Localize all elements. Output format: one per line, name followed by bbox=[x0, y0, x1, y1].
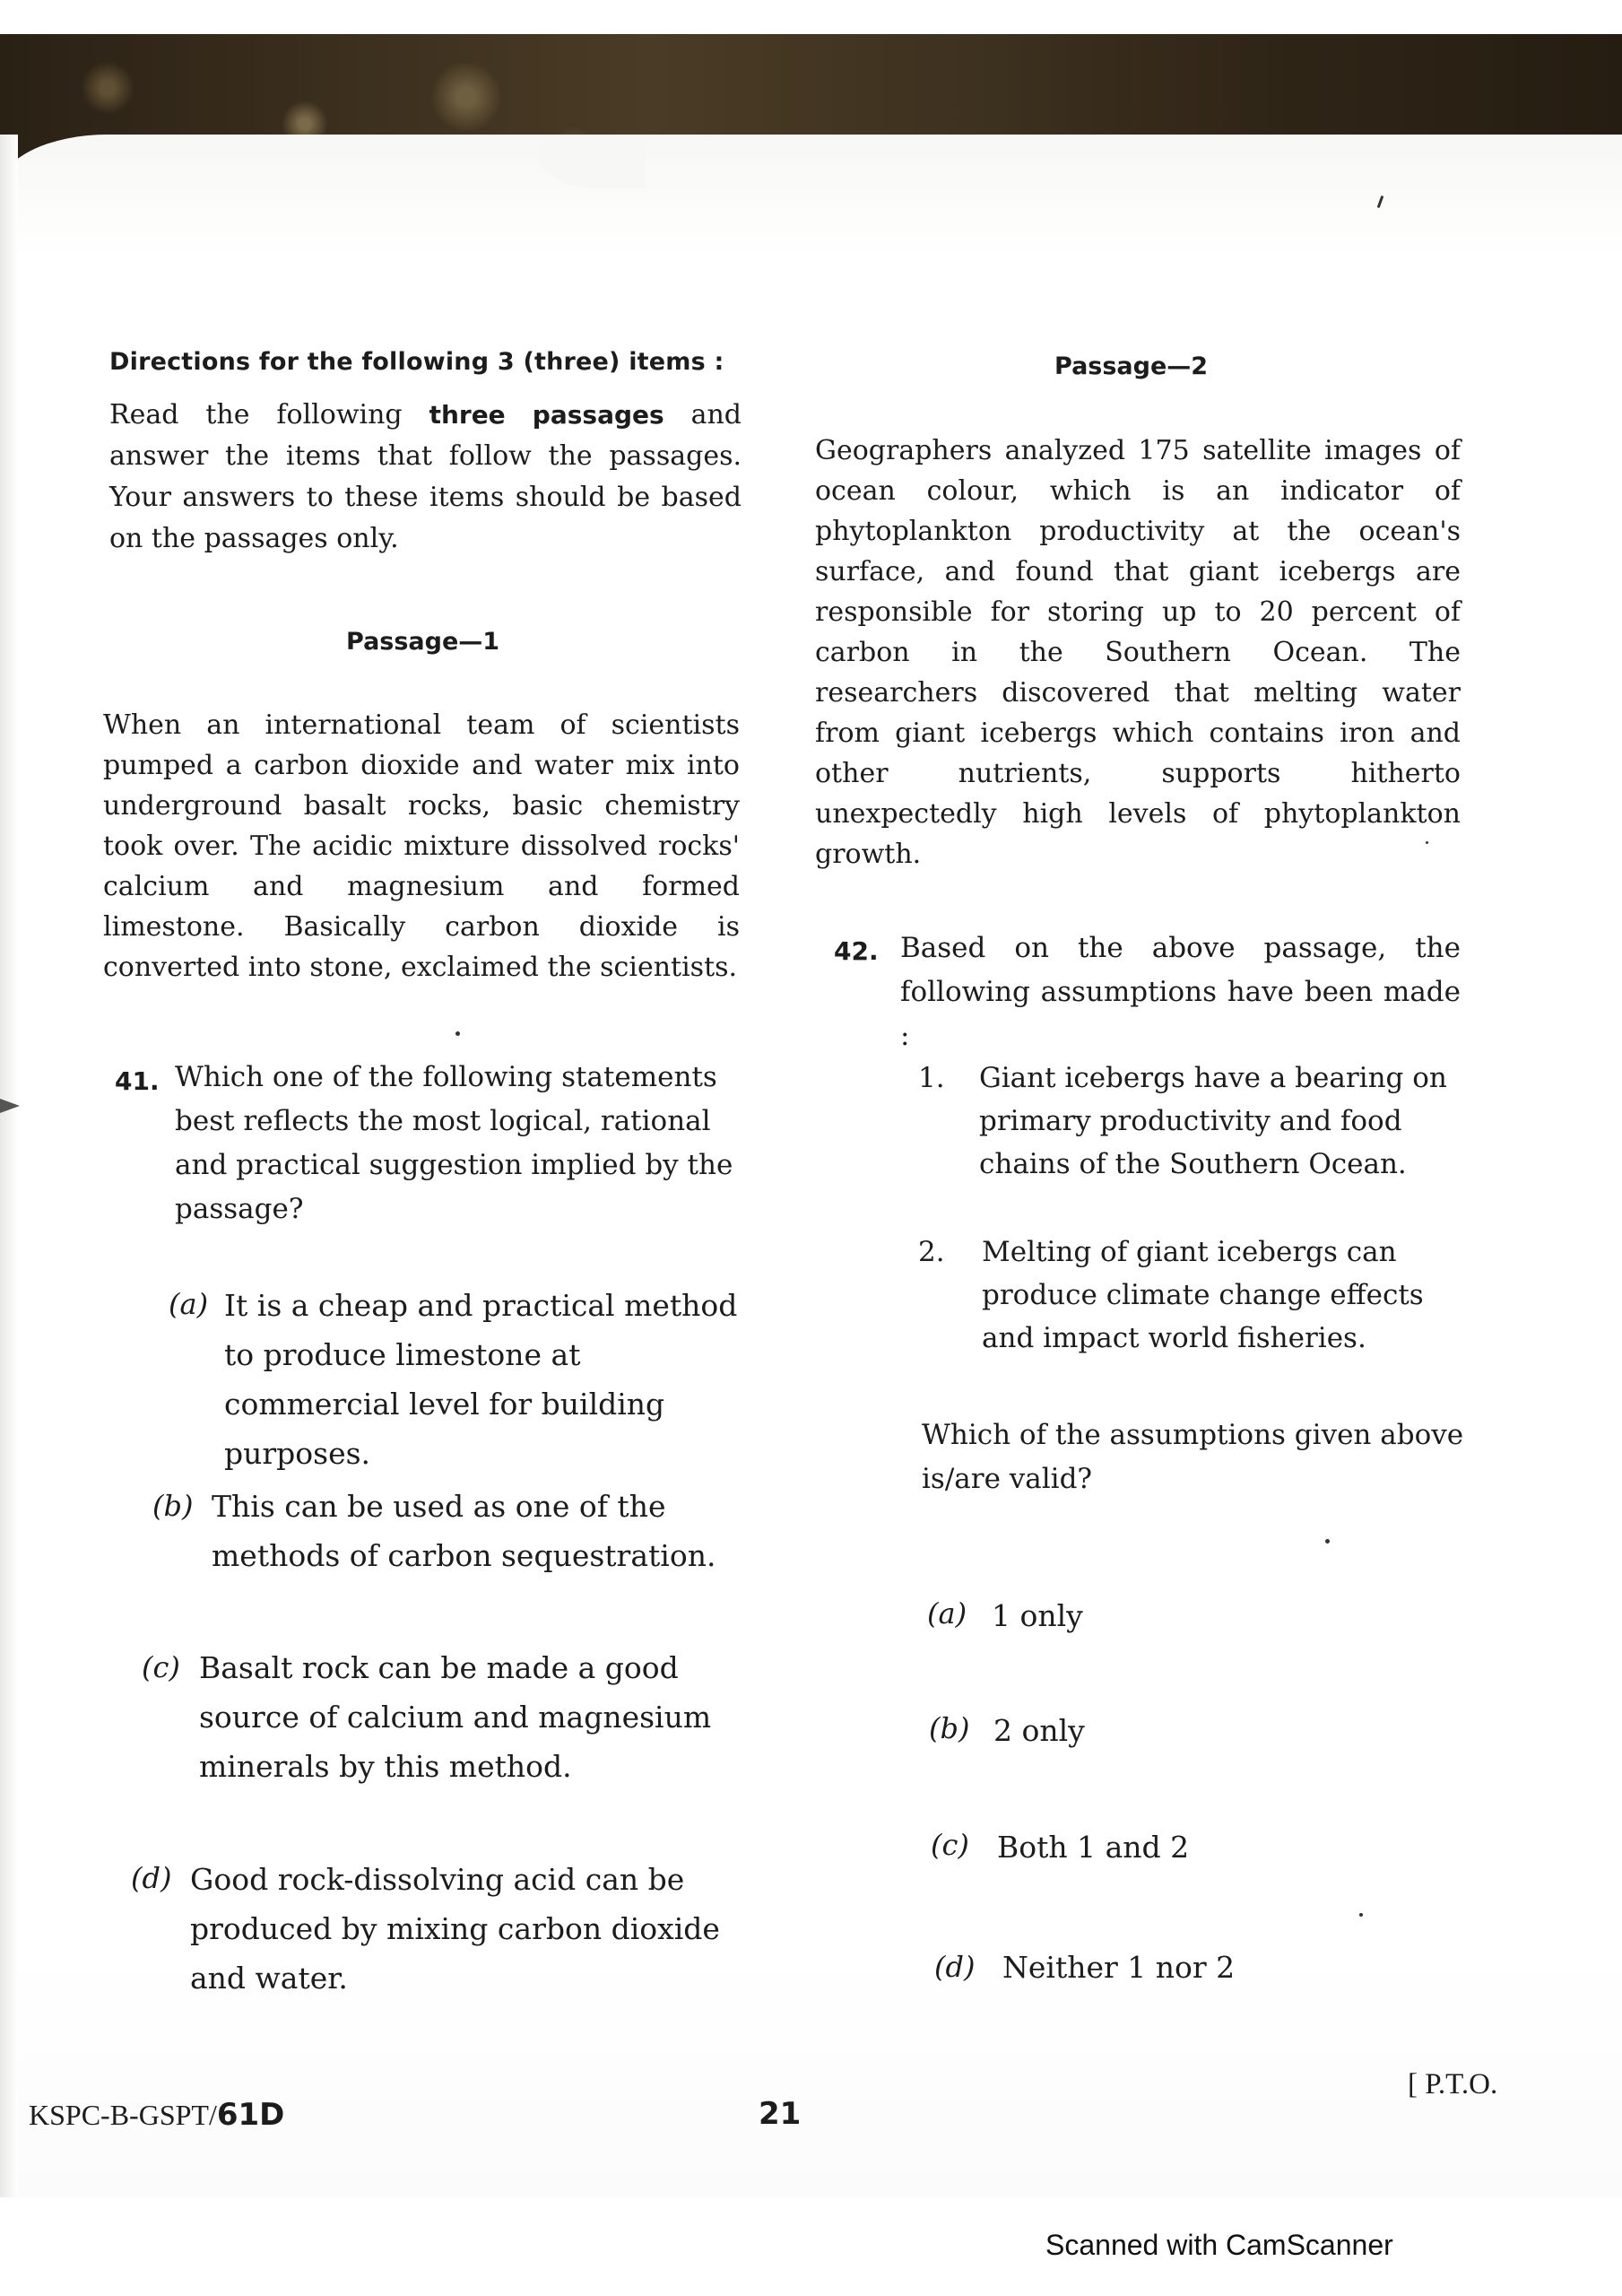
assumption-2-text: Melting of giant icebergs can produce climate change effects and impact world fisheries. bbox=[982, 1236, 1424, 1354]
page-edge-mark bbox=[0, 1099, 20, 1113]
paper-left-fold bbox=[0, 135, 18, 2197]
page-number: 21 bbox=[759, 2096, 802, 2132]
question-42-stem: Based on the above passage, the following assumptions have been made : bbox=[900, 932, 1461, 1052]
scan-top-margin bbox=[0, 0, 1622, 34]
question-42-option-b-text: 2 only bbox=[993, 1713, 1085, 1748]
question-42-option-a-text: 1 only bbox=[992, 1598, 1083, 1633]
stray-dot bbox=[1426, 841, 1428, 844]
question-42-option-b-label: (b) bbox=[929, 1711, 970, 1745]
question-42-number: 42. bbox=[834, 936, 879, 966]
question-41-option-b-label: (b) bbox=[152, 1489, 194, 1523]
stray-dot bbox=[1359, 1913, 1363, 1917]
question-41-option-d-label: (d) bbox=[131, 1861, 172, 1895]
scanner-watermark: Scanned with CamScanner bbox=[1045, 2229, 1393, 2261]
question-42-prompt: Which of the assumptions given above is/are valid? bbox=[922, 1419, 1464, 1495]
passage-1-title: Passage—1 bbox=[346, 628, 500, 656]
question-41-stem: Which one of the following statements best reflects the most logical, rational and practical suggestion implied by the passage? bbox=[175, 1061, 733, 1225]
stray-dot bbox=[455, 1031, 460, 1036]
question-41-option-c-text: Basalt rock can be made a good source of calcium and magnesium minerals by this method. bbox=[199, 1650, 712, 1784]
please-turn-over: [ P.T.O. bbox=[1408, 2068, 1498, 2100]
question-41-option-c-label: (c) bbox=[142, 1650, 180, 1684]
question-42-option-c-text: Both 1 and 2 bbox=[997, 1830, 1190, 1865]
directions-heading: Directions for the following 3 (three) items : bbox=[109, 348, 724, 376]
question-41-option-b-text: This can be used as one of the methods of carbon sequestration. bbox=[212, 1489, 716, 1573]
intro-text-post: and answer the items that follow the passages. Your answers to these items should be based on the passages only. bbox=[109, 399, 742, 554]
assumption-2-number: 2. bbox=[918, 1236, 945, 1268]
directions-text bbox=[109, 395, 742, 560]
question-41-option-d-text: Good rock-dissolving acid can be produced by mixing carbon dioxide and water. bbox=[190, 1862, 720, 1996]
stray-dot bbox=[1325, 1539, 1330, 1544]
booklet-code bbox=[29, 2097, 284, 2133]
passage-2-title: Passage—2 bbox=[1054, 352, 1209, 380]
passage-2-body: Geographers analyzed 175 satellite images of ocean colour, which is an indicator of phytoplankton productivity at the ocean's surface, and found that giant icebergs are responsible for storing up to 20 percent of carbon in the Southern Ocean. The researchers discovered that melting water from giant icebergs which contains iron and other nutrients, supports hitherto unexpectedly high levels of phytoplankton growth. bbox=[815, 435, 1461, 870]
question-42-option-a-label: (a) bbox=[927, 1596, 967, 1631]
question-41-number: 41. bbox=[115, 1066, 160, 1096]
question-41-option-a-label: (a) bbox=[169, 1287, 209, 1321]
intro-text-bold: three passages bbox=[429, 400, 664, 430]
booklet-code-prefix: KSPC-B-GSPT/ bbox=[29, 2099, 217, 2131]
passage-1-body: When an international team of scientists pumped a carbon dioxide and water mix into underground basalt rocks, basic chemistry took over. The acidic mixture dissolved rocks' calcium and magnesium and formed limestone. Basically carbon dioxide is converted into stone, exclaimed the scientists. bbox=[103, 709, 740, 983]
question-42-option-c-label: (c) bbox=[931, 1828, 969, 1862]
question-42-option-d-label: (d) bbox=[934, 1950, 976, 1984]
question-41-option-a-text: It is a cheap and practical method to produce limestone at commercial level for building purposes. bbox=[224, 1288, 738, 1471]
question-42-option-d-text: Neither 1 nor 2 bbox=[1002, 1950, 1236, 1985]
assumption-1-number: 1. bbox=[918, 1062, 945, 1094]
intro-text-pre: Read the following bbox=[109, 399, 429, 430]
assumption-1-text: Giant icebergs have a bearing on primary productivity and food chains of the Southern Ocean. bbox=[979, 1062, 1447, 1180]
booklet-code-series: 61D bbox=[216, 2097, 285, 2133]
